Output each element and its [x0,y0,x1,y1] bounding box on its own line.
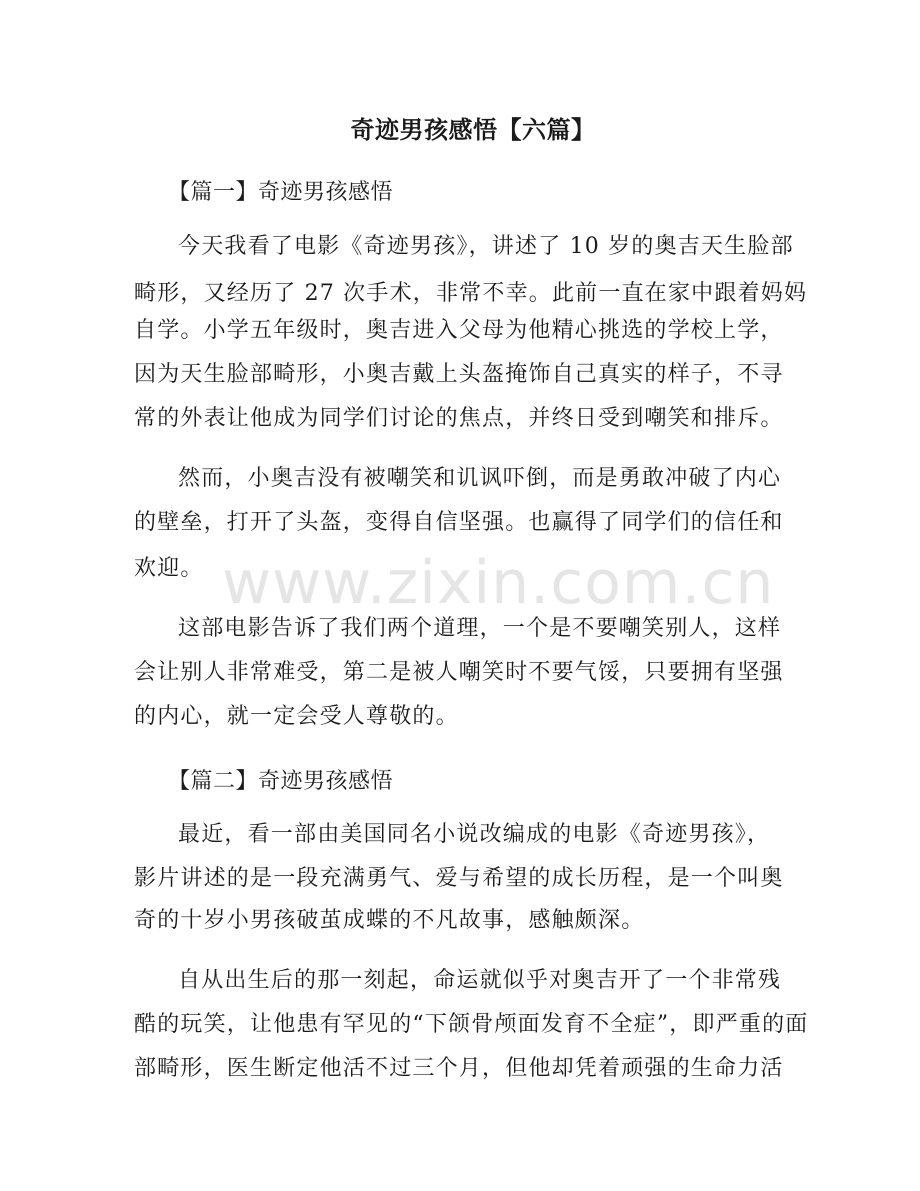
paragraph-line: 最近，看一部由美国同名小说改编成的电影《奇迹男孩》， [178,822,771,847]
paragraph-line: 常的外表让他成为同学们讨论的焦点，并终日受到嘲笑和排斥。 [134,406,784,431]
watermark: www.zixin.com.cn [222,548,775,618]
paragraph-line: 影片讲述的是一段充满勇气、爱与希望的成长历程，是一个叫奥 [134,866,784,891]
section-heading-1: 【篇一】奇迹男孩感悟 [168,180,394,205]
paragraph-line: 然而，小奥吉没有被嘲笑和讥讽吓倒，而是勇敢冲破了内心 [178,466,782,491]
paragraph-line: 畸形，又经历了 27 次手术，非常不幸。此前一直在家中跟着妈妈 [134,281,808,306]
paragraph-line: 因为天生脸部畸形，小奥吉戴上头盔掩饰自己真实的样子，不寻 [134,362,784,387]
section-heading-2: 【篇二】奇迹男孩感悟 [168,769,394,794]
paragraph-line: 自学。小学五年级时，奥吉进入父母为他精心挑选的学校上学， [134,318,784,343]
paragraph-line: 的内心，就一定会受人尊敬的。 [134,704,459,729]
paragraph-line: 自从出生后的那一刻起，命运就似乎对奥吉开了一个非常残 [178,968,782,993]
document-title: 奇迹男孩感悟【六篇】 [350,115,596,144]
paragraph-line: 酷的玩笑，让他患有罕见的“下颌骨颅面发育不全症”，即严重的面 [134,1012,809,1037]
paragraph-line: 奇的十岁小男孩破茧成蝶的不凡故事，感触颇深。 [134,908,645,933]
paragraph-line: 欢迎。 [134,556,204,581]
paragraph-line: 部畸形，医生断定他活不过三个月，但他却凭着顽强的生命力活 [134,1056,784,1081]
paragraph-line: 的壁垒，打开了头盔，变得自信坚强。也赢得了同学们的信任和 [134,510,784,535]
paragraph-line: 会让别人非常难受，第二是被人嘲笑时不要气馁，只要拥有坚强 [134,660,784,685]
paragraph-line: 今天我看了电影《奇迹男孩》，讲述了 10 岁的奥吉天生脸部 [178,234,794,259]
paragraph-line: 这部电影告诉了我们两个道理，一个是不要嘲笑别人，这样 [178,616,782,641]
